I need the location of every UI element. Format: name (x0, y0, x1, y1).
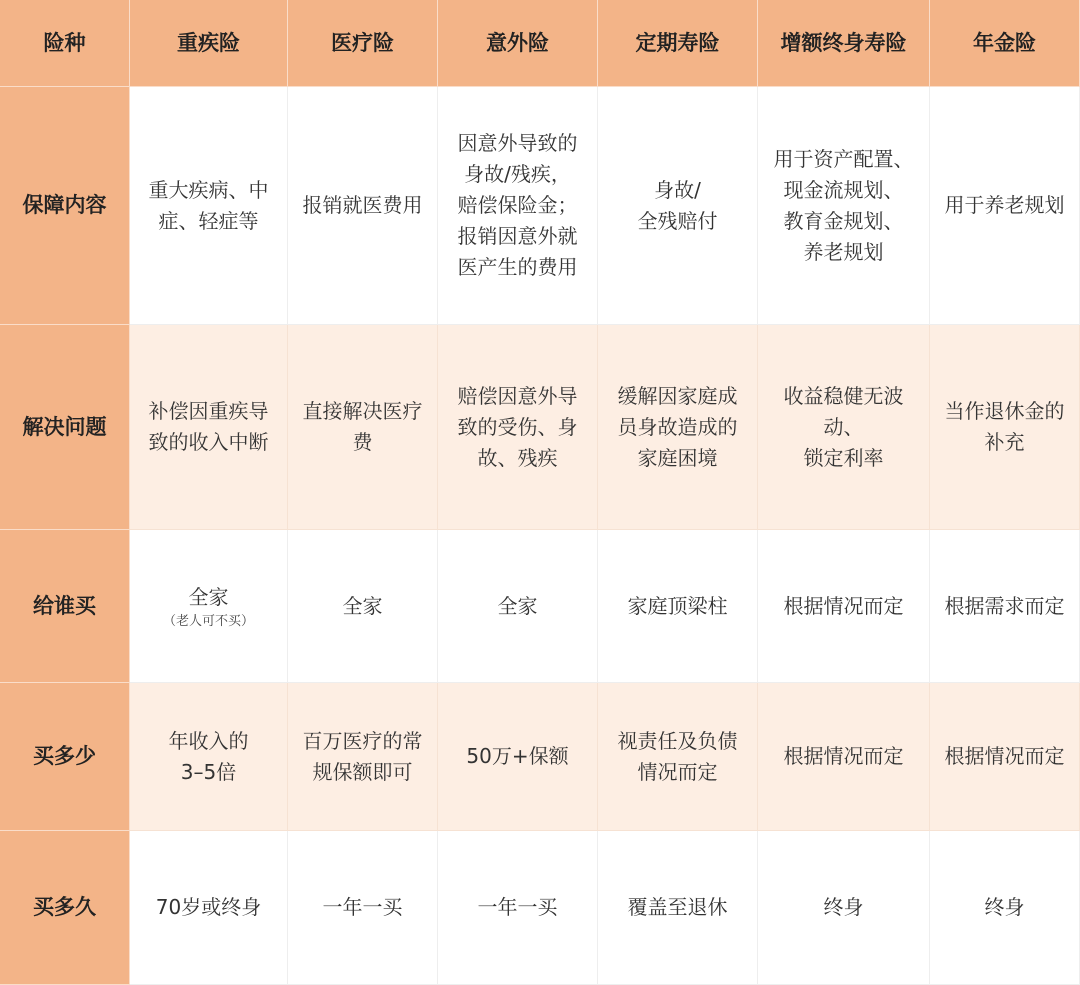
table-cell: 根据需求而定 (930, 530, 1080, 683)
table-cell: 报销就医费用 (288, 87, 438, 325)
table-cell: 家庭顶梁柱 (598, 530, 758, 683)
table-cell: 用于资产配置、 现金流规划、 教育金规划、 养老规划 (758, 87, 930, 325)
table-cell: 百万医疗的常 规保额即可 (288, 683, 438, 831)
table-cell: 补偿因重疾导 致的收入中断 (130, 325, 288, 530)
table-cell: 根据情况而定 (930, 683, 1080, 831)
table-cell: 重大疾病、中 症、轻症等 (130, 87, 288, 325)
table-cell: 覆盖至退休 (598, 831, 758, 985)
header-cell-medical: 医疗险 (288, 0, 438, 87)
table-cell: 因意外导致的 身故/残疾， 赔偿保险金； 报销因意外就 医产生的费用 (438, 87, 598, 325)
table-cell: 赔偿因意外导 致的受伤、身 故、残疾 (438, 325, 598, 530)
row-label-problem: 解决问题 (0, 325, 130, 530)
table-cell: 全家 (438, 530, 598, 683)
row-label-amount: 买多少 (0, 683, 130, 831)
table-cell: 根据情况而定 (758, 683, 930, 831)
table-cell: 一年一买 (438, 831, 598, 985)
table-cell: 终身 (930, 831, 1080, 985)
header-cell-critical-illness: 重疾险 (130, 0, 288, 87)
table-cell: 50万+保额 (438, 683, 598, 831)
table-cell: 一年一买 (288, 831, 438, 985)
table-cell: 收益稳健无波 动、 锁定利率 (758, 325, 930, 530)
table-cell: 视责任及负债 情况而定 (598, 683, 758, 831)
table-cell: 根据情况而定 (758, 530, 930, 683)
header-cell-accident: 意外险 (438, 0, 598, 87)
header-cell-term-life: 定期寿险 (598, 0, 758, 87)
table-cell (130, 530, 288, 683)
table-cell: 年收入的 3–5倍 (130, 683, 288, 831)
cell-stack (163, 582, 254, 631)
table-cell: 直接解决医疗 费 (288, 325, 438, 530)
table-cell: 缓解因家庭成 员身故造成的 家庭困境 (598, 325, 758, 530)
table-cell: 当作退休金的 补充 (930, 325, 1080, 530)
header-cell-annuity: 年金险 (930, 0, 1080, 87)
cell-main-text: 全家 (188, 584, 229, 609)
table-cell: 身故/ 全残赔付 (598, 87, 758, 325)
header-cell-increasing-whole-life: 增额终身寿险 (758, 0, 930, 87)
header-cell-type: 险种 (0, 0, 130, 87)
row-label-who: 给谁买 (0, 530, 130, 683)
row-label-coverage: 保障内容 (0, 87, 130, 325)
table-cell: 终身 (758, 831, 930, 985)
row-label-duration: 买多久 (0, 831, 130, 985)
cell-note-text: （老人可不买） (162, 613, 254, 629)
table-cell: 用于养老规划 (930, 87, 1080, 325)
table-cell: 全家 (288, 530, 438, 683)
table-cell: 70岁或终身 (130, 831, 288, 985)
